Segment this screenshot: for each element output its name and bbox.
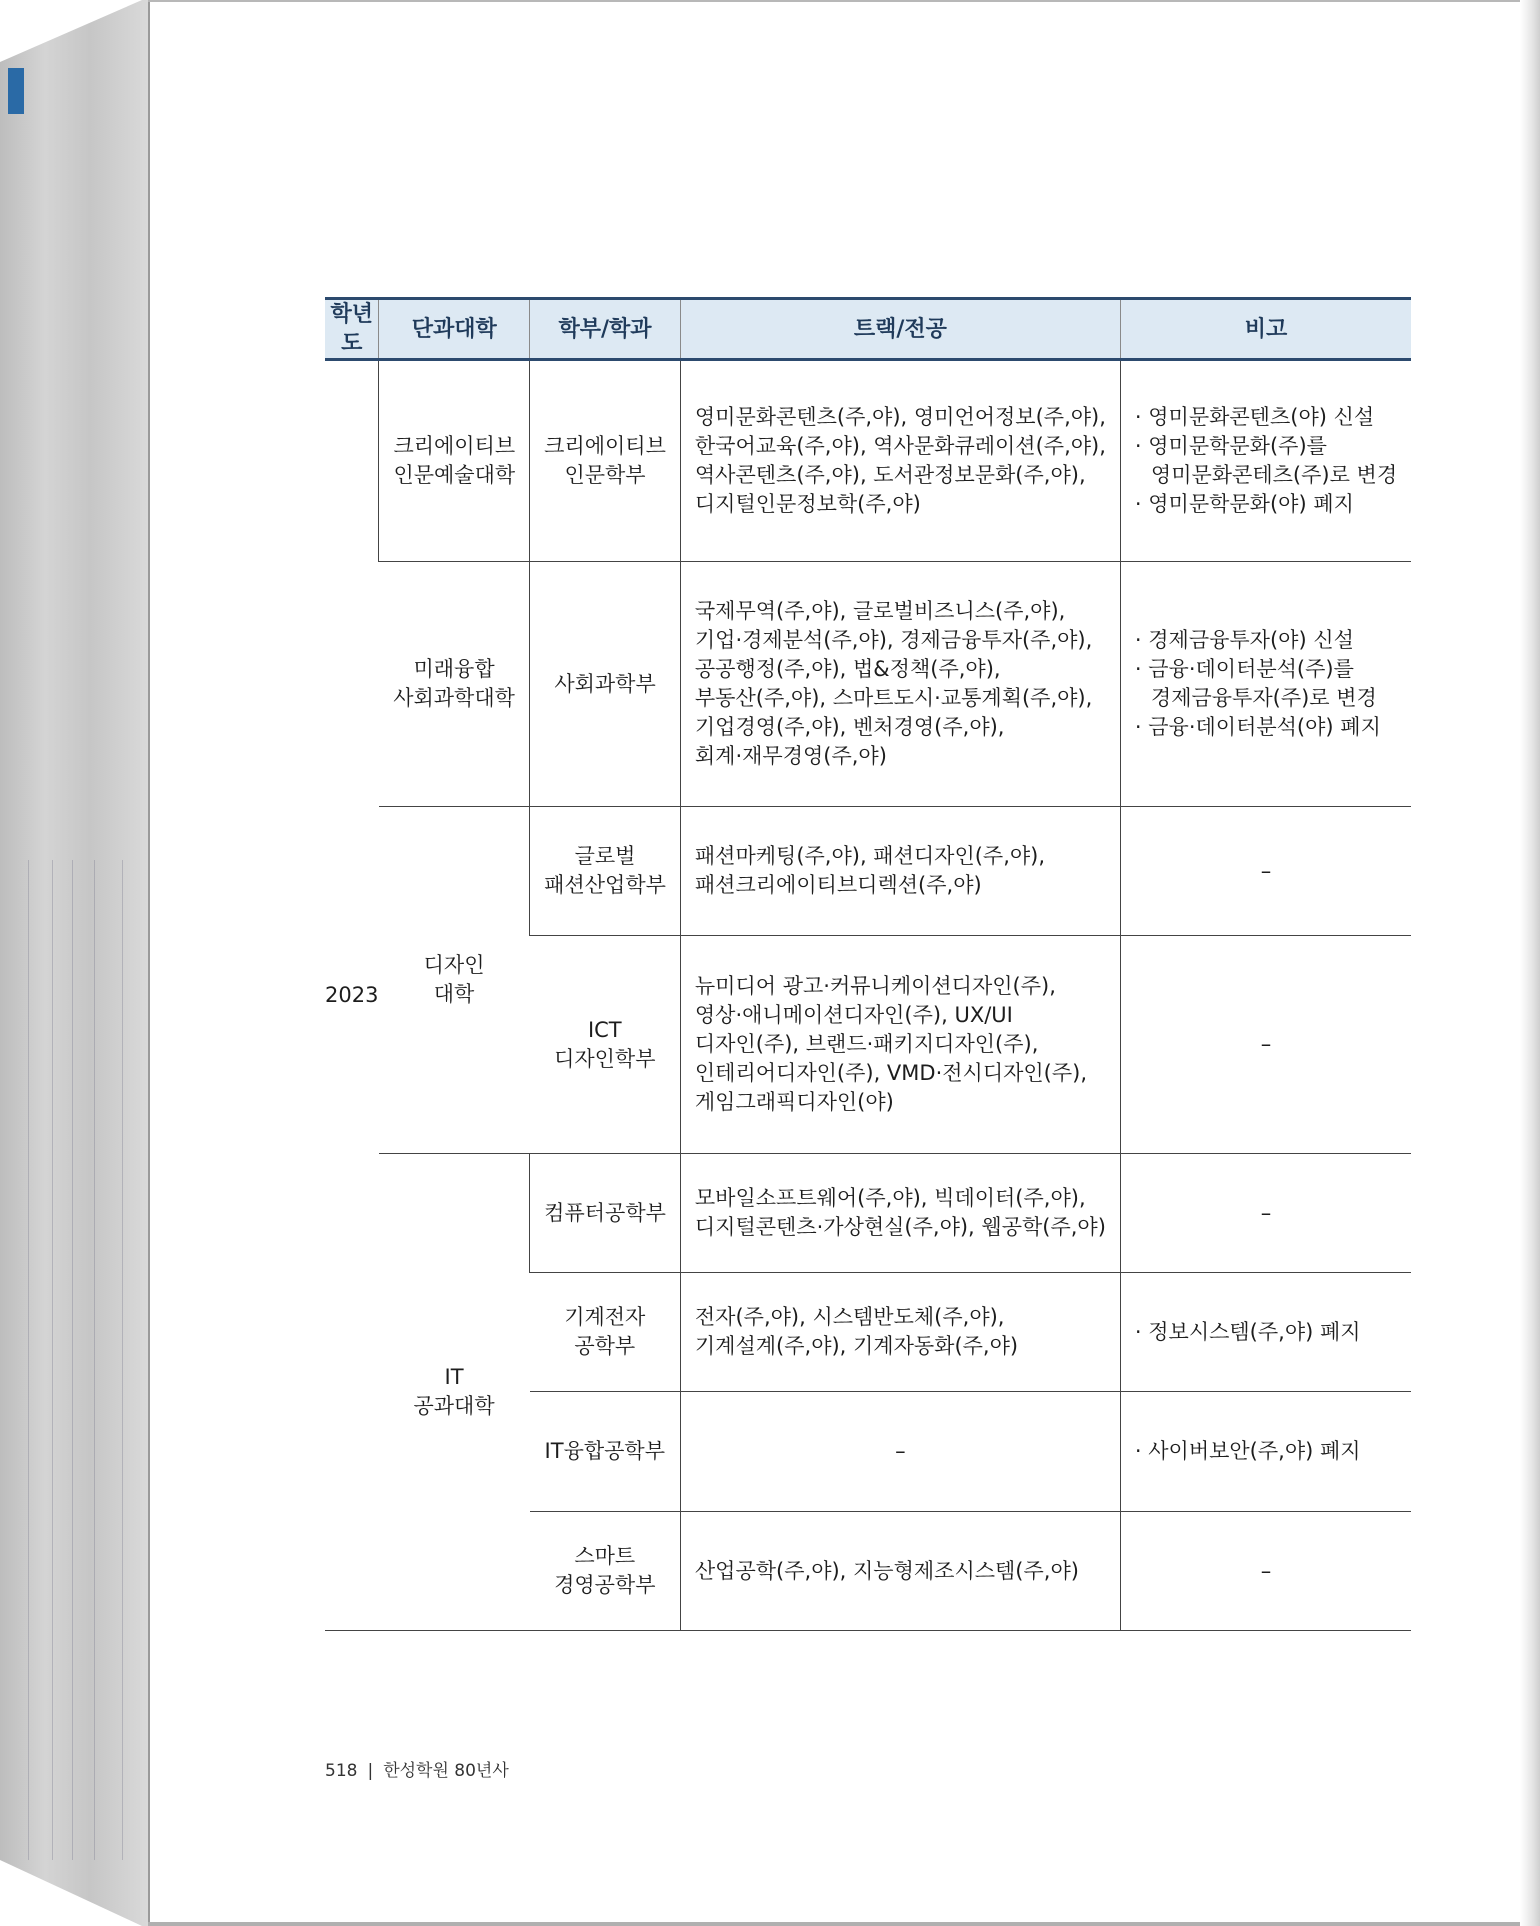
dept-line: ICT [587, 1017, 622, 1042]
track-line: 디지털인문정보학(주,야) [694, 492, 921, 516]
note-cell [1120, 562, 1411, 807]
page-footer [325, 1756, 509, 1781]
page-bottom-edge [148, 1922, 1540, 1926]
stack-line [28, 860, 29, 1860]
track-line: 뉴미디어 광고·커뮤니케이션디자인(주), [694, 974, 1056, 998]
dept-cell [530, 1392, 681, 1512]
note-line: 영미문화콘테츠(주)로 변경 [1150, 463, 1398, 487]
note-cell [1120, 1512, 1411, 1631]
dept-cell [530, 562, 681, 807]
book-title: 한성학원 80년사 [383, 1761, 509, 1781]
year-cell: 2023 [325, 360, 379, 1631]
stack-line [122, 860, 123, 1860]
track-line: 인테리어디자인(주), VMD·전시디자인(주), [694, 1061, 1088, 1085]
dept-line: 글로벌 [574, 844, 636, 868]
note-line: – [1260, 858, 1272, 883]
track-line: 기계설계(주,야), 기계자동화(주,야) [694, 1334, 1019, 1358]
dept-line: 경영공학부 [554, 1573, 656, 1597]
page-tab-marker [8, 68, 24, 114]
table-row [325, 807, 1411, 936]
note-line: – [1260, 1558, 1272, 1583]
track-line: 전자(주,야), 시스템반도체(주,야), [694, 1305, 1005, 1329]
track-line: – [895, 1439, 906, 1463]
track-line: 디지털콘텐츠·가상현실(주,야), 웹공학(주,야) [694, 1215, 1106, 1239]
page-top-edge [148, 0, 1540, 2]
college-line: 대학 [433, 982, 475, 1006]
track-cell [680, 1512, 1120, 1631]
track-line: 패션크리에이티브디렉션(주,야) [694, 873, 982, 897]
note-cell [1120, 1392, 1411, 1512]
track-cell [680, 1392, 1120, 1512]
note-line: – [1260, 1032, 1272, 1056]
track-cell [680, 807, 1120, 936]
college-line: IT [444, 1365, 464, 1389]
table-row [325, 360, 1411, 562]
page-stack [0, 0, 150, 1926]
track-line: 디자인(주), 브랜드·패키지디자인(주), [694, 1032, 1039, 1056]
dept-line: 공학부 [574, 1334, 636, 1358]
college-line: 공과대학 [413, 1394, 495, 1418]
page-right-shadow [1520, 0, 1540, 1926]
dept-cell [530, 1273, 681, 1392]
note-line: · 영미문학문화(주)를 [1134, 434, 1327, 458]
table-header-row [325, 299, 1411, 360]
note-line: · 금융·데이터분석(야) 폐지 [1134, 715, 1381, 739]
dept-line: 크리에이티브 [544, 434, 666, 458]
track-line: 기업경영(주,야), 벤처경영(주,야), [694, 715, 1005, 739]
track-line: 패션마케팅(주,야), 패션디자인(주,야), [694, 844, 1046, 868]
note-cell [1120, 1154, 1411, 1273]
track-line: 부동산(주,야), 스마트도시·교통계획(주,야), [694, 686, 1093, 710]
track-cell [680, 562, 1120, 807]
page-number: 518 [325, 1761, 358, 1781]
college-cell [379, 1154, 530, 1631]
dept-line: 컴퓨터공학부 [544, 1200, 666, 1225]
track-line: 한국어교육(주,야), 역사문화큐레이션(주,야), [694, 434, 1106, 458]
note-cell [1120, 1273, 1411, 1392]
track-line: 산업공학(주,야), 지능형제조시스템(주,야) [694, 1558, 1079, 1583]
track-cell [680, 360, 1120, 562]
note-line: · 금융·데이터분석(주)를 [1134, 657, 1354, 681]
dept-line: IT융합공학부 [544, 1439, 665, 1463]
track-line: 영상·애니메이션디자인(주), UX/UI [694, 1003, 1013, 1027]
note-cell [1120, 936, 1411, 1154]
dept-cell [530, 1154, 681, 1273]
college-line: 인문예술대학 [393, 463, 516, 487]
track-line: 국제무역(주,야), 글로벌비즈니스(주,야), [694, 599, 1066, 623]
dept-line: 스마트 [574, 1544, 636, 1568]
track-line: 회계·재무경영(주,야) [694, 744, 887, 768]
college-cell [379, 360, 530, 562]
track-line: 기업·경제분석(주,야), 경제금융투자(주,야), [694, 628, 1093, 652]
dept-cell [530, 936, 681, 1154]
college-cell [379, 562, 530, 807]
note-line: · 영미문학문화(야) 폐지 [1134, 492, 1354, 516]
note-line: 경제금융투자(주)로 변경 [1150, 686, 1377, 710]
page-left-edge [148, 0, 150, 1926]
track-cell [680, 1154, 1120, 1273]
track-cell [680, 1273, 1120, 1392]
header-year: 학년도 [325, 299, 379, 360]
table-row [325, 1154, 1411, 1273]
note-line: · 경제금융투자(야) 신설 [1134, 628, 1354, 652]
dept-cell [530, 807, 681, 936]
header-department: 학부/학과 [530, 299, 681, 360]
track-line: 모바일소프트웨어(주,야), 빅데이터(주,야), [694, 1186, 1086, 1210]
dept-line: 디자인학부 [554, 1046, 656, 1071]
header-note: 비고 [1120, 299, 1411, 360]
college-line: 디자인 [423, 953, 485, 977]
college-cell [379, 807, 530, 1154]
dept-line: 패션산업학부 [544, 873, 666, 897]
college-line: 사회과학대학 [393, 686, 515, 710]
stack-line [52, 860, 53, 1860]
stack-line [72, 860, 73, 1860]
note-line: · 사이버보안(주,야) 폐지 [1134, 1439, 1361, 1463]
note-line: · 영미문화콘텐츠(야) 신설 [1134, 405, 1375, 429]
header-college: 단과대학 [379, 299, 530, 360]
track-line: 역사콘텐츠(주,야), 도서관정보문화(주,야), [694, 463, 1086, 487]
note-cell [1120, 360, 1411, 562]
track-line: 게임그래픽디자인(야) [694, 1090, 894, 1114]
college-line: 크리에이티브 [393, 434, 516, 458]
stack-line [94, 860, 95, 1860]
dept-cell [530, 1512, 681, 1631]
dept-cell [530, 360, 681, 562]
note-line: – [1260, 1200, 1272, 1225]
header-track: 트랙/전공 [680, 299, 1120, 360]
track-line: 공공행정(주,야), 법&정책(주,야), [694, 657, 1001, 681]
track-cell [680, 936, 1120, 1154]
dept-line: 기계전자 [564, 1305, 646, 1329]
college-line: 미래융합 [413, 657, 495, 681]
dept-line: 인문학부 [564, 463, 646, 487]
curriculum-table [325, 297, 1411, 1631]
table-row [325, 562, 1411, 807]
note-line: · 정보시스템(주,야) 폐지 [1134, 1319, 1361, 1344]
track-line: 영미문화콘텐츠(주,야), 영미언어정보(주,야), [694, 405, 1106, 429]
note-cell [1120, 807, 1411, 936]
footer-separator: | [367, 1761, 374, 1781]
dept-line: 사회과학부 [554, 671, 656, 696]
